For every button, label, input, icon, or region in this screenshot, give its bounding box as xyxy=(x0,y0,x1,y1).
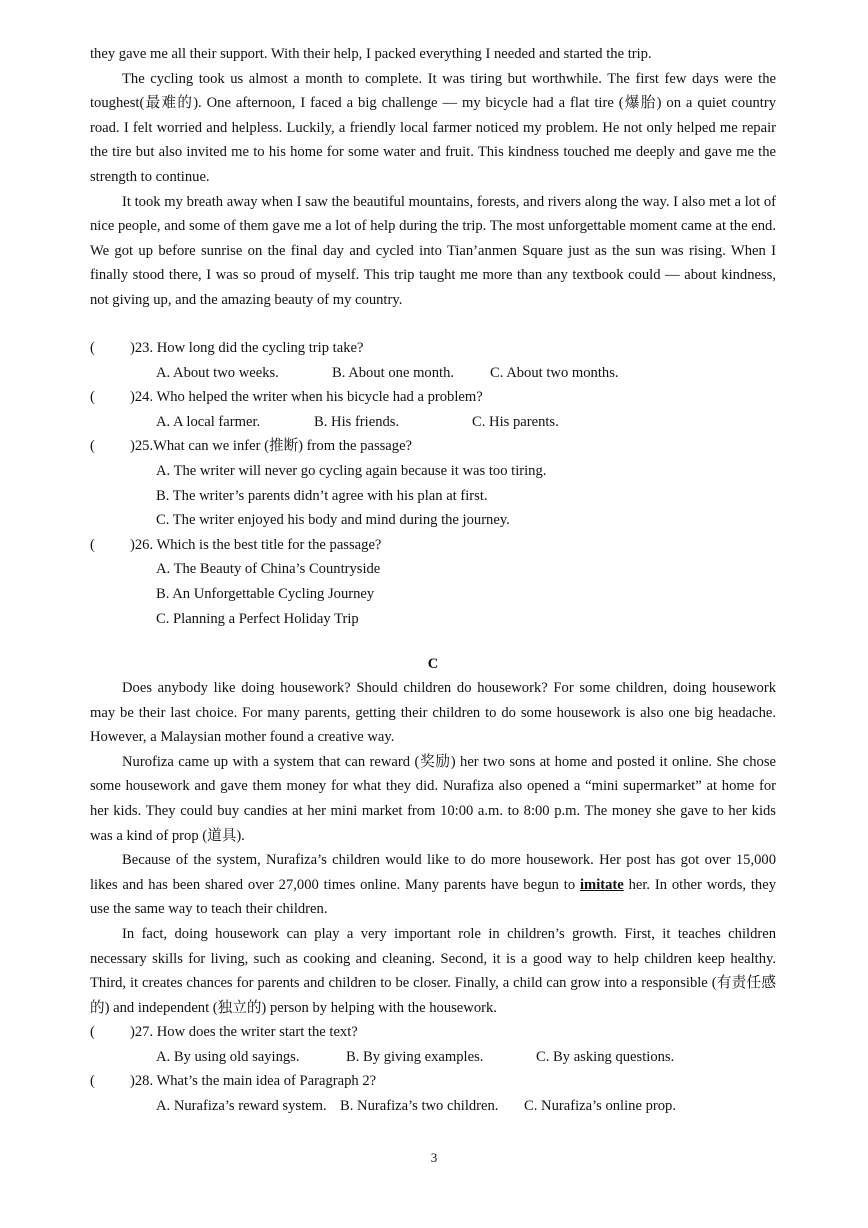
section-title: C xyxy=(427,656,439,672)
question-27 xyxy=(90,1020,776,1069)
passage-b xyxy=(90,42,776,313)
option-c: C. The writer enjoyed his body and mind during the journey. xyxy=(156,512,510,529)
option-a: A. A local farmer. xyxy=(156,413,261,430)
question-stem: )23. How long did the cycling trip take? xyxy=(130,340,364,356)
questions-c xyxy=(90,1020,776,1118)
page-number: 3 xyxy=(430,1150,438,1165)
question-26 xyxy=(90,533,776,631)
question-stem: )25.What can we infer (推断) from the passage? xyxy=(130,438,413,455)
passage-b-paragraph-1: The cycling took us almost a month to complete. It was tiring but worthwhile. The first few days were the toughest(最难的). One afternoon, I faced a big challenge — my bicycle had a flat tire (爆胎) on a quiet country road. I felt worried and helpless. Luckily, a friendly local farmer noticed my problem. He not only helped me repair the tire but also invited me to his home for some water and fruit. This kindness touched me deeply and gave me the strength to continue. xyxy=(90,70,776,185)
question-28 xyxy=(90,1069,776,1118)
questions-b xyxy=(90,336,776,631)
question-stem: )27. How does the writer start the text? xyxy=(130,1024,358,1040)
option-a: A. By using old sayings. xyxy=(156,1048,300,1065)
passage-c-paragraph-1: Does anybody like doing housework? Should children do housework? For some children, doing housework may be their last choice. For many parents, getting their children to do some housework is also one big headache. However, a Malaysian mother found a creative way. xyxy=(90,680,776,746)
option-c: C. About two months. xyxy=(490,364,619,381)
option-b: B. About one month. xyxy=(332,364,455,381)
paragraph-3-text-start: Because of the system, Nurafiza’s children would like to do more housework. Her post has got over 15,000 likes and has been shared over 27,000 times online. Many parents have begun to xyxy=(90,852,776,893)
answer-blank[interactable]: ( xyxy=(90,1024,95,1040)
passage-c-paragraph-3 xyxy=(90,848,776,922)
option-c: C. His parents. xyxy=(472,413,559,430)
option-a: A. Nurafiza’s reward system. xyxy=(156,1097,327,1114)
option-a: A. The writer will never go cycling again because it was too tiring. xyxy=(156,462,547,479)
option-a: A. About two weeks. xyxy=(156,364,279,381)
answer-blank[interactable]: ( xyxy=(90,536,95,553)
answer-blank[interactable]: ( xyxy=(90,1073,95,1090)
option-b: B. By giving examples. xyxy=(346,1048,484,1065)
option-a: A. The Beauty of China’s Countryside xyxy=(156,561,381,578)
option-c: C. By asking questions. xyxy=(536,1048,675,1065)
question-24 xyxy=(90,385,776,434)
question-23 xyxy=(90,336,776,385)
question-stem: )28. What’s the main idea of Paragraph 2? xyxy=(130,1073,377,1090)
passage-c-paragraph-2: Nurofiza came up with a system that can reward (奖励) her two sons at home and posted it online. She chose some housework and gave them money for what they did. Nurafiza also opened a “mini supermarket” at home for her kids. They could buy candies at her mini market from 10:00 a.m. to 8:00 p.m. The money she gave to her kids was a kind of prop (道具). xyxy=(90,753,776,844)
passage-c xyxy=(90,652,776,1020)
option-b: B. The writer’s parents didn’t agree with his plan at first. xyxy=(156,487,488,504)
passage-b-paragraph-2: It took my breath away when I saw the beautiful mountains, forests, and rivers along the way. I also met a lot of nice people, and some of them gave me a lot of help during the trip. The most unforgettable moment came at the end. We got up before sunrise on the final day and cycled into Tian’anmen Square just as the sun was rising. When I finally stood there, I was so proud of myself. This trip taught me more than any textbook could — about kindness, not giving up, and the amazing beauty of my country. xyxy=(90,193,776,308)
passage-c-paragraph-4: In fact, doing housework can play a very important role in children’s growth. First, it teaches children necessary skills for living, such as cooking and cleaning. Second, it is a good way to help children keep healthy. Third, it creates chances for parents and children to be closer. Finally, a child can grow into a responsible (有责任感的) and independent (独立的) person by helping with the housework. xyxy=(90,925,776,1016)
option-b: B. Nurafiza’s two children. xyxy=(340,1097,499,1114)
highlighted-word: imitate xyxy=(579,876,624,893)
option-b: B. His friends. xyxy=(314,413,400,430)
passage-b-paragraph-0: they gave me all their support. With their help, I packed everything I needed and started the trip. xyxy=(90,46,652,62)
question-stem: )24. Who helped the writer when his bicycle had a problem? xyxy=(130,389,483,406)
answer-blank[interactable]: ( xyxy=(90,340,95,356)
question-stem: )26. Which is the best title for the passage? xyxy=(130,536,382,553)
answer-blank[interactable]: ( xyxy=(90,389,95,406)
question-25 xyxy=(90,434,776,532)
option-b: B. An Unforgettable Cycling Journey xyxy=(156,585,375,602)
paragraph-3-text-end: her. In other words, they use the same way to teach their children. xyxy=(90,876,776,918)
option-c: C. Planning a Perfect Holiday Trip xyxy=(156,610,359,627)
option-c: C. Nurafiza’s online prop. xyxy=(524,1097,676,1114)
answer-blank[interactable]: ( xyxy=(90,438,95,455)
